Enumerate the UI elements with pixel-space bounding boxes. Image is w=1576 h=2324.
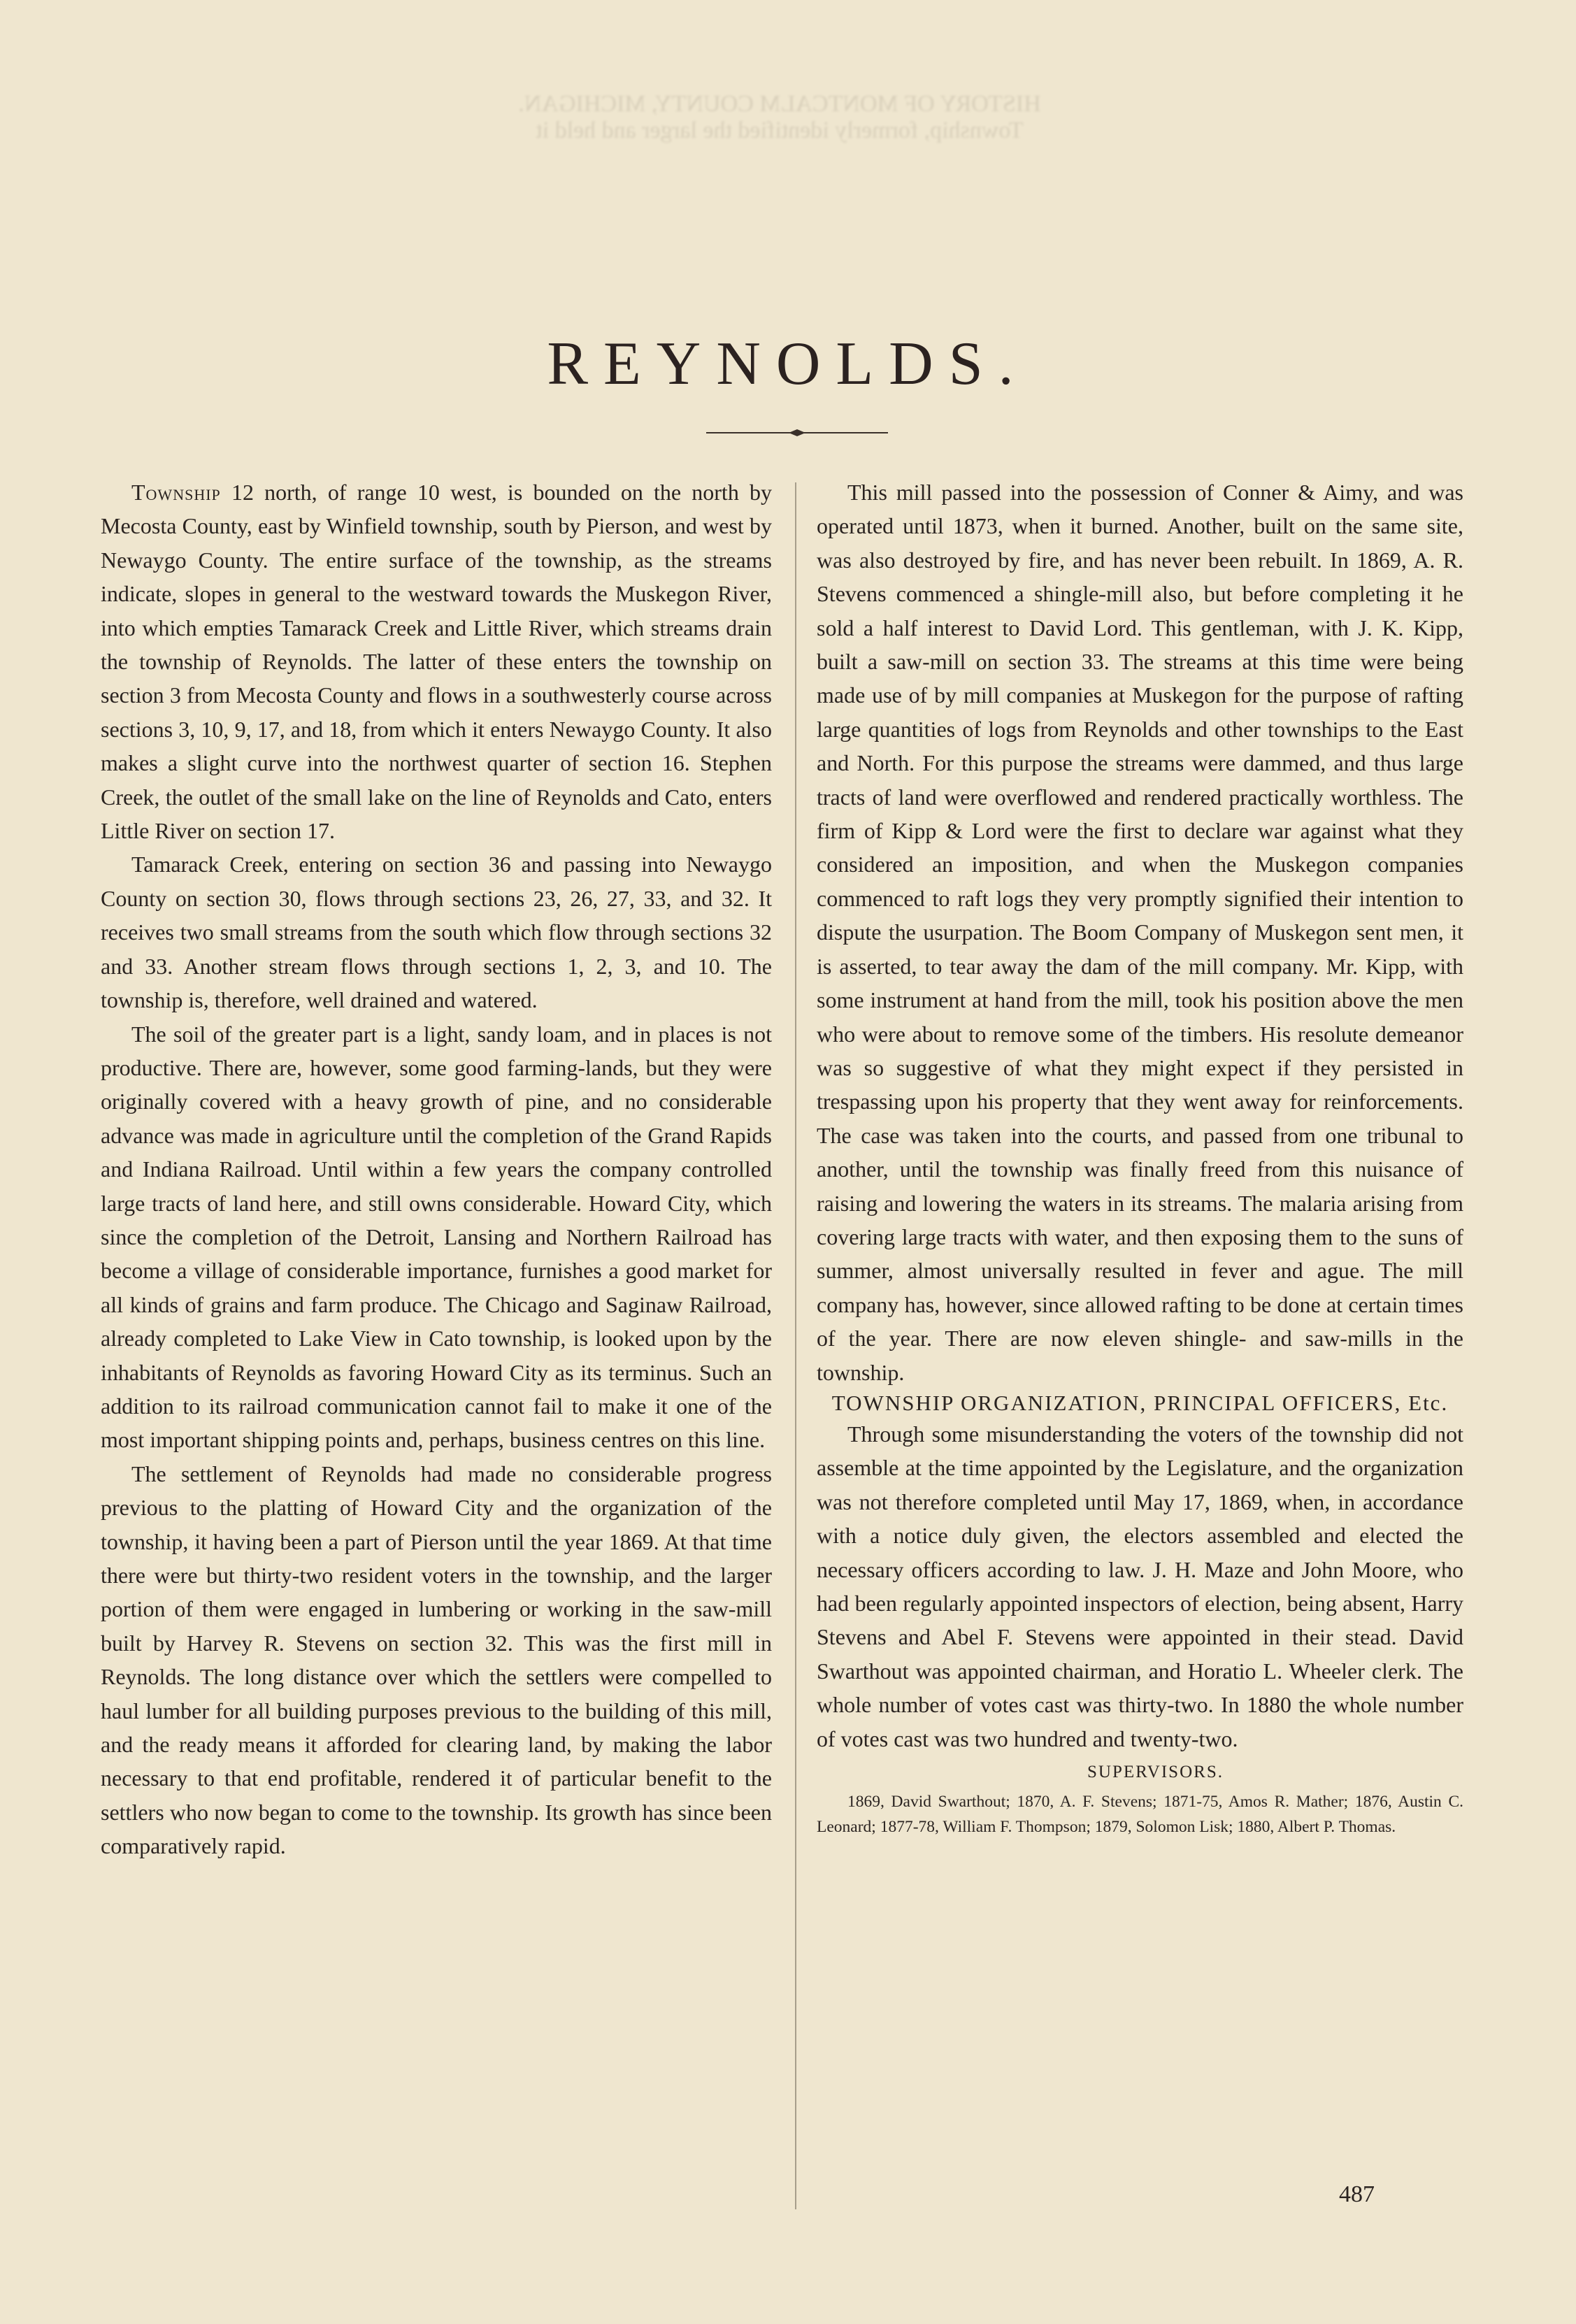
paragraph-boundaries (101, 475, 772, 847)
column-divider (795, 482, 796, 2209)
paragraph-boundaries-body: 12 north, of range 10 west, is bounded on the north by Mecosta County, east by Winfield township, south by Pierson, and west by Newaygo County. The entire surface of the township, as the streams indicate, slopes in general to the westward towards the Muskegon River, into which empties Tamarack Creek and Little River, which streams drain the township of Reynolds. The latter of these enters the township on section 3 from Mecosta County and flows in a southwesterly course across sections 3, 10, 9, 17, and 18, from which it enters Newaygo County. It also makes a slight curve into the northwest quarter of section 16. Stephen Creek, the outlet of the small lake on the line of Reynolds and Cato, enters Little River on section 17. (101, 480, 772, 844)
bleed-through-line-1: HISTORY OF MONTCALM COUNTY, MICHIGAN. (518, 91, 1041, 117)
right-column (817, 475, 1463, 1839)
page-title: REYNOLDS. (547, 330, 1029, 398)
paragraph-tamarack-creek: Tamarack Creek, entering on section 36 and passing into Newaygo County on section 30, flows through sections 23, 26, 27, 33, and 32. It receives two small streams from the south which flow through sections 32 and 33. Another stream flows through sections 1, 2, 3, and 10. The township is, therefore, well drained and watered. (101, 852, 772, 1013)
bleed-through-text (98, 91, 1461, 182)
bleed-through-line-2: Township, formerly identified the larger and held it (536, 117, 1024, 143)
title-ornament-rule (706, 428, 888, 438)
section-heading-organization: TOWNSHIP ORGANIZATION, PRINCIPAL OFFICERS, Etc. (831, 1390, 1449, 1415)
paragraph-settlement: The settlement of Reynolds had made no considerable progress previous to the platting of Howard City and the organization of the township, it having been a part of Pierson until the year 1869. At that time there were but thirty-two resident voters in the township, and the larger portion of them were engaged in lumbering or working in the saw-mill built by Harvey R. Stevens on section 32. This was the first mill in Reynolds. The long distance over which the settlers were compelled to haul lumber for all building purposes previous to the building of this mill, and the ready means it afforded for clearing land, by making the labor necessary to that end profitable, rendered it of particular benefit to the settlers who now began to come to the township. Its growth has since been comparatively rapid. (101, 1461, 772, 1859)
lead-word: Township (131, 480, 221, 505)
paragraph-soil: The soil of the greater part is a light, sandy loam, and in places is not productive. There are, however, some good farming-lands, but they were originally covered with a heavy growth of pine, and no considerable advance was made in agriculture until the completion of the Grand Rapids and Indiana Railroad. Until within a few years the company controlled large tracts of land here, and still owns considerable. Howard City, which since the completion of the Detroit, Lansing and Northern Railroad has become a village of considerable importance, furnishes a good market for all kinds of grains and farm produce. The Chicago and Saginaw Railroad, already completed to Lake View in Cato township, is looked upon by the inhabitants of Reynolds as favoring Howard City as its terminus. Such an addition to its railroad communication cannot fail to make it one of the most important shipping points and, perhaps, business centres on this line. (101, 1021, 772, 1453)
page-number: 487 (1339, 2181, 1375, 2207)
paragraph-mill-history: This mill passed into the possession of Conner & Aimy, and was operated until 1873, when it burned. Another, built on the same site, was also destroyed by fire, and has never been rebuilt. In 1869, A. R. Stevens commenced a shingle-mill also, but before completing it he sold a half interest to David Lord. This gentleman, with J. K. Kipp, built a saw-mill on section 33. The streams at this time were being made use of by mill companies at Muskegon for the purpose of rafting large quantities of logs from Reynolds and other townships to the East and North. For this purpose the streams were dammed, and thus large tracts of land were overflowed and rendered practically worthless. The firm of Kipp & Lord were the first to declare war against what they considered an imposition, and when the Muskegon companies commenced to raft logs they very promptly signified their intention to dispute the usurpation. The Boom Company of Muskegon sent men, it is asserted, to tear away the dam of the mill company. Mr. Kipp, with some instrument at hand from the mill, took his position above the men who were about to remove some of the timbers. His resolute demeanor was so suggestive of what they might expect if they persisted in trespassing upon his property that they went away for reinforcements. The case was taken into the courts, and passed from one tribunal to another, until the township was finally freed from this nuisance of raising and lowering the waters in its streams. The malaria arising from covering large tracts with water, and then exposing them to the suns of summer, almost universally resulted in fever and ague. The mill company has, however, since allowed rafting to be done at certain times of the year. There are now eleven shingle- and saw-mills in the township. (817, 480, 1463, 1385)
supervisors-heading: SUPERVISORS. (1087, 1763, 1224, 1782)
left-column (101, 475, 772, 1863)
supervisors-list: 1869, David Swarthout; 1870, A. F. Stevens; 1871-75, Amos R. Mather; 1876, Austin C. Leonard; 1877-78, William F. Thompson; 1879, Solomon Lisk; 1880, Albert P. Thomas. (817, 1793, 1463, 1837)
paragraph-organization: Through some misunderstanding the voters of the township did not assemble at the time appointed by the Legislature, and the organization was not therefore completed until May 17, 1869, when, in accordance with a notice duly given, the electors assembled and elected the necessary officers according to law. J. H. Maze and John Moore, who had been regularly appointed inspectors of election, being absent, Harry Stevens and Abel F. Stevens were appointed in their stead. David Swarthout was appointed chairman, and Horatio L. Wheeler clerk. The whole number of votes cast was thirty-two. In 1880 the whole number of votes cast was two hundred and twenty-two. (817, 1421, 1463, 1751)
